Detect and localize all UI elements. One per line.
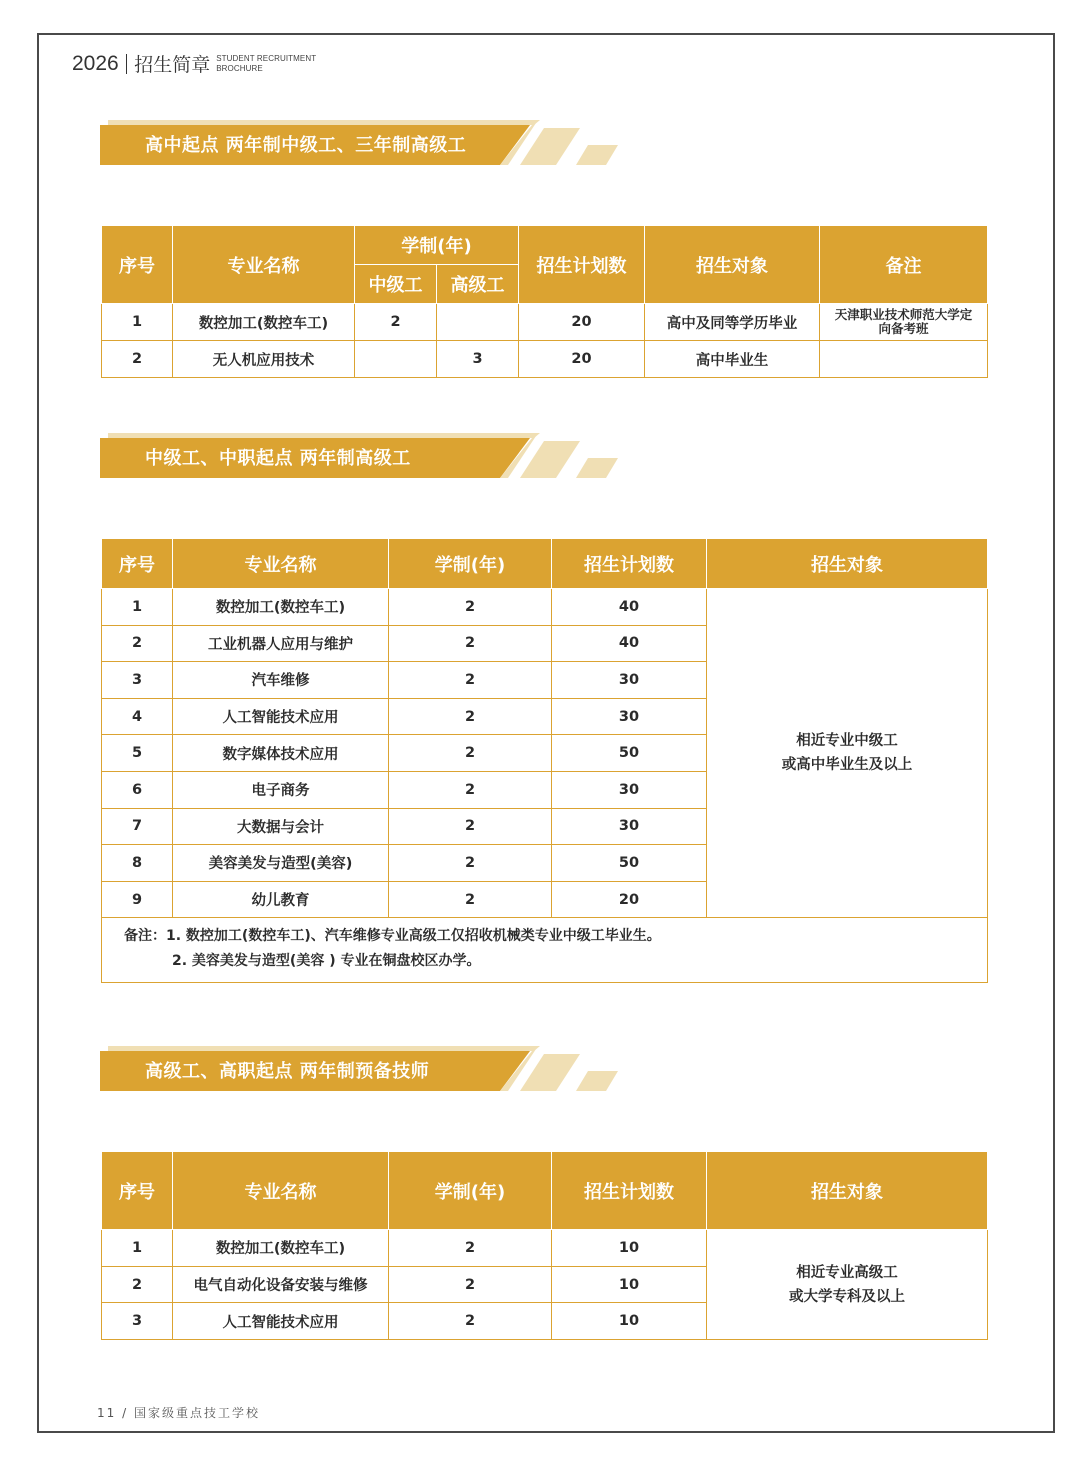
note-line-2: 2. 美容美发与造型(美容 ) 专业在铜盘校区办学。 bbox=[172, 953, 481, 970]
header-years: 学制(年) bbox=[389, 1152, 552, 1230]
cell-plan: 20 bbox=[552, 881, 707, 918]
cell-no: 1 bbox=[102, 589, 173, 626]
header-divider bbox=[126, 54, 128, 74]
cell-plan: 50 bbox=[552, 735, 707, 772]
cell-years: 2 bbox=[389, 881, 552, 918]
cell-years: 2 bbox=[389, 589, 552, 626]
cell-years: 2 bbox=[389, 735, 552, 772]
cell-years: 2 bbox=[389, 771, 552, 808]
cell-years: 2 bbox=[389, 698, 552, 735]
note-line-1: 备注：1. 数控加工(数控车工)、汽车维修专业高级工仅招收机械类专业中级工毕业生。 bbox=[124, 928, 661, 945]
cell-major: 工业机器人应用与维护 bbox=[173, 625, 389, 662]
cell-high: 3 bbox=[437, 341, 519, 378]
cell-major: 人工智能技术应用 bbox=[173, 698, 389, 735]
header-major: 专业名称 bbox=[173, 539, 389, 589]
cell-no: 9 bbox=[102, 881, 173, 918]
header-mid: 中级工 bbox=[355, 265, 437, 304]
cell-high bbox=[437, 304, 519, 341]
table-section-1 bbox=[101, 225, 988, 378]
target-line-2: 或大学专科及以上 bbox=[789, 1288, 905, 1305]
header-years: 学制(年) bbox=[389, 539, 552, 589]
target-line-1: 相近专业中级工 bbox=[796, 733, 898, 750]
header-plan: 招生计划数 bbox=[552, 1152, 707, 1230]
cell-plan: 30 bbox=[552, 698, 707, 735]
header-target: 招生对象 bbox=[707, 1152, 988, 1230]
cell-no: 1 bbox=[102, 1230, 173, 1267]
cell-no: 3 bbox=[102, 662, 173, 699]
cell-remark: 天津职业技术师范大学定向备考班 bbox=[820, 304, 988, 341]
cell-target-merged bbox=[707, 1230, 988, 1340]
header-subtitle-line1: STUDENT RECRUITMENT bbox=[216, 53, 317, 63]
section-title: 高中起点 两年制中级工、三年制高级工 bbox=[145, 135, 467, 156]
header-major: 专业名称 bbox=[173, 226, 355, 304]
cell-years: 2 bbox=[389, 1266, 552, 1303]
cell-years: 2 bbox=[389, 808, 552, 845]
header-year: 2026 bbox=[72, 51, 119, 75]
cell-plan: 30 bbox=[552, 771, 707, 808]
cell-plan: 40 bbox=[552, 625, 707, 662]
cell-mid: 2 bbox=[355, 304, 437, 341]
page-footer: 11 / 国家级重点技工学校 bbox=[97, 1406, 260, 1420]
cell-major: 无人机应用技术 bbox=[173, 341, 355, 378]
cell-plan: 30 bbox=[552, 662, 707, 699]
cell-major: 幼儿教育 bbox=[173, 881, 389, 918]
header-subtitle-line2: BROCHURE bbox=[216, 63, 263, 73]
cell-major: 数控加工(数控车工) bbox=[173, 589, 389, 626]
header-high: 高级工 bbox=[437, 265, 519, 304]
cell-major: 电气自动化设备安装与维修 bbox=[173, 1266, 389, 1303]
header-remark: 备注 bbox=[820, 226, 988, 304]
cell-target-merged bbox=[707, 589, 988, 918]
cell-major: 汽车维修 bbox=[173, 662, 389, 699]
section-title: 高级工、高职起点 两年制预备技师 bbox=[145, 1061, 430, 1082]
notes-row bbox=[102, 918, 988, 983]
table-row bbox=[102, 341, 988, 378]
cell-plan: 10 bbox=[552, 1266, 707, 1303]
cell-plan: 20 bbox=[519, 304, 645, 341]
cell-no: 2 bbox=[102, 1266, 173, 1303]
cell-major: 数控加工(数控车工) bbox=[173, 1230, 389, 1267]
section-banner-3 bbox=[100, 1044, 630, 1096]
cell-no: 4 bbox=[102, 698, 173, 735]
cell-plan: 30 bbox=[552, 808, 707, 845]
cell-no: 2 bbox=[102, 341, 173, 378]
cell-no: 5 bbox=[102, 735, 173, 772]
cell-plan: 20 bbox=[519, 341, 645, 378]
cell-years: 2 bbox=[389, 662, 552, 699]
cell-major: 数字媒体技术应用 bbox=[173, 735, 389, 772]
notes-cell bbox=[102, 918, 988, 983]
table-row bbox=[102, 589, 988, 626]
header-subtitle bbox=[216, 54, 316, 74]
section-banner-1 bbox=[100, 118, 630, 170]
cell-plan: 10 bbox=[552, 1303, 707, 1340]
cell-years: 2 bbox=[389, 1303, 552, 1340]
cell-plan: 50 bbox=[552, 845, 707, 882]
cell-target: 高中毕业生 bbox=[645, 341, 820, 378]
cell-major: 人工智能技术应用 bbox=[173, 1303, 389, 1340]
cell-years: 2 bbox=[389, 1230, 552, 1267]
table-section-3 bbox=[101, 1151, 988, 1340]
header-plan: 招生计划数 bbox=[552, 539, 707, 589]
cell-major: 美容美发与造型(美容) bbox=[173, 845, 389, 882]
header-target: 招生对象 bbox=[645, 226, 820, 304]
cell-no: 3 bbox=[102, 1303, 173, 1340]
cell-no: 8 bbox=[102, 845, 173, 882]
header-target: 招生对象 bbox=[707, 539, 988, 589]
cell-plan: 40 bbox=[552, 589, 707, 626]
cell-major: 数控加工(数控车工) bbox=[173, 304, 355, 341]
target-line-1: 相近专业高级工 bbox=[796, 1264, 898, 1281]
table-row bbox=[102, 304, 988, 341]
cell-major: 电子商务 bbox=[173, 771, 389, 808]
table-row bbox=[102, 1230, 988, 1267]
header-no: 序号 bbox=[102, 1152, 173, 1230]
cell-no: 1 bbox=[102, 304, 173, 341]
header-major: 专业名称 bbox=[173, 1152, 389, 1230]
header-title: 招生简章 bbox=[134, 54, 211, 76]
header-no: 序号 bbox=[102, 539, 173, 589]
header-no: 序号 bbox=[102, 226, 173, 304]
cell-plan: 10 bbox=[552, 1230, 707, 1267]
target-line-2: 或高中毕业生及以上 bbox=[781, 757, 913, 774]
cell-years: 2 bbox=[389, 625, 552, 662]
cell-mid bbox=[355, 341, 437, 378]
cell-no: 7 bbox=[102, 808, 173, 845]
header-years: 学制(年) bbox=[355, 226, 519, 265]
cell-no: 6 bbox=[102, 771, 173, 808]
cell-years: 2 bbox=[389, 845, 552, 882]
cell-target: 高中及同等学历毕业 bbox=[645, 304, 820, 341]
cell-major: 大数据与会计 bbox=[173, 808, 389, 845]
page-header bbox=[72, 50, 316, 77]
cell-no: 2 bbox=[102, 625, 173, 662]
section-banner-2 bbox=[100, 431, 630, 483]
section-title: 中级工、中职起点 两年制高级工 bbox=[145, 448, 411, 469]
table-section-2 bbox=[101, 538, 988, 983]
cell-remark bbox=[820, 341, 988, 378]
header-plan: 招生计划数 bbox=[519, 226, 645, 304]
